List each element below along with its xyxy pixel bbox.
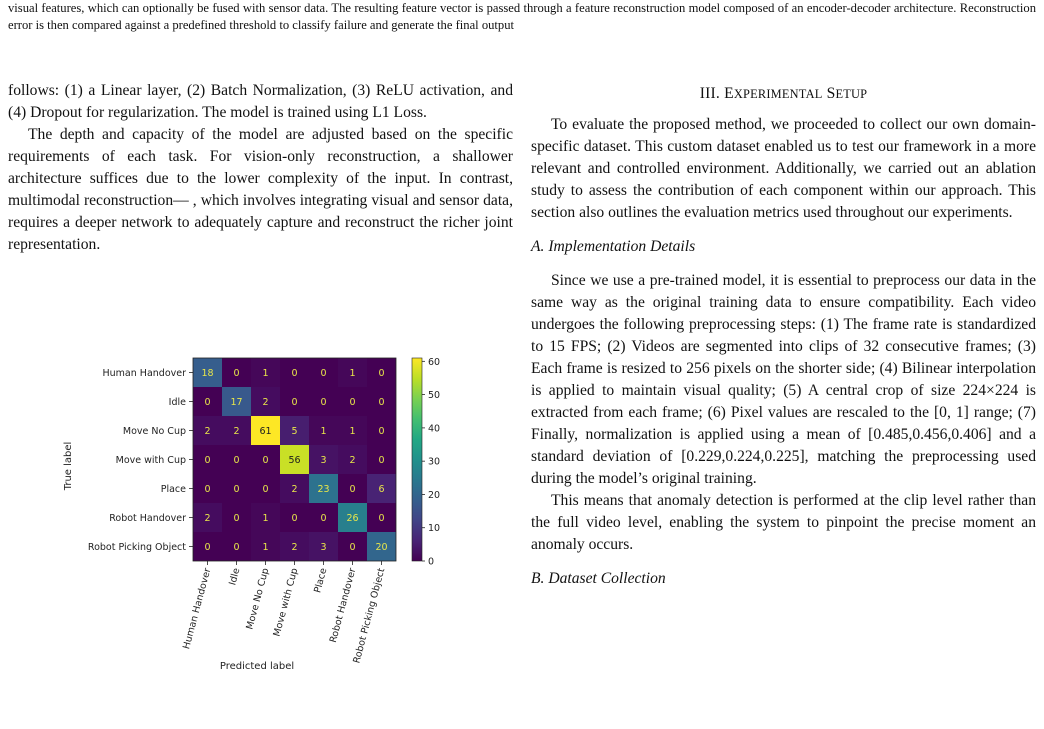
cell-value: 0 — [233, 513, 240, 524]
cell-value: 0 — [291, 368, 298, 379]
cell-value: 6 — [378, 484, 385, 495]
row-tick-labels — [88, 368, 193, 553]
cell-value: 17 — [230, 397, 243, 408]
cell-value: 2 — [291, 484, 298, 495]
column-tick-label: Robot Handover — [327, 566, 359, 644]
cell-value: 0 — [233, 368, 240, 379]
section-title-rest-1: XPERIMENTAL — [733, 87, 823, 101]
colorbar-gradient — [412, 358, 422, 561]
cell-value: 0 — [233, 455, 240, 466]
right-paragraph-2: Since we use a pre-trained model, it is essential to preprocess our data in the same way as the original training data to ensure compatibility. Each video undergoes the following preprocessing steps: (1) The frame rate is standardized to 15 FPS; (2) Videos are segmented into clips of 32 consecutive frames; (3) Each frame is resized to 256 pixels on the shorter side; (4) Bilinear interpolation is applied to maintain visual quality; (5) A central crop of size 224×224 is extracted from each frame; (6) Pixel values are rescaled to the [0, 1] range; (7) Finally, normalization is applied using a mean of [0.485,0.456,0.406] and a standard deviation of [0.229,0.224,0.225], matching the preprocessing used during the model’s original training. — [531, 272, 1036, 487]
cell-value: 0 — [204, 397, 211, 408]
cell-value: 2 — [204, 513, 211, 524]
cell-value: 1 — [349, 426, 356, 437]
section-title-rest-2: ETUP — [835, 87, 868, 101]
cell-value: 1 — [320, 426, 327, 437]
cell-value: 2 — [204, 426, 211, 437]
y-axis-label: True label — [63, 441, 74, 491]
cell-value: 0 — [378, 513, 385, 524]
cell-value: 0 — [378, 397, 385, 408]
right-paragraph-1: To evaluate the proposed method, we proceeded to collect our own domain-specific dataset. This custom dataset enabled us to test our framework in a more relevant and controlled environment. Additionally, we carried out an ablation study to assess the contribution of each component within our approach. This section also outlines the evaluation metrics used throughout our experiments. — [531, 116, 1036, 221]
row-tick-label: Robot Handover — [109, 513, 186, 524]
row-tick-label: Human Handover — [102, 368, 186, 379]
cell-value: 1 — [349, 368, 356, 379]
confusion-matrix-figure — [55, 336, 475, 672]
cell-value: 1 — [262, 368, 269, 379]
column-tick-label: Place — [312, 566, 330, 595]
section-title-initial-1: E — [724, 85, 734, 102]
cell-value: 0 — [349, 484, 356, 495]
row-tick-label: Move No Cup — [122, 426, 186, 437]
section-title-initial-2: S — [826, 85, 836, 102]
section-number: III. — [699, 85, 721, 102]
cell-value: 0 — [320, 368, 327, 379]
left-paragraph-2: The depth and capacity of the model are adjusted based on the specific requirements of each task. For vision-only reconstruction, a shallower architecture suffices due to the lower complexity of the input. In contrast, multimodal reconstruction— , which involves integrating visual and sensor data, requires a deeper network to adequately capture and reconstruct the richer joint representation. — [8, 126, 513, 253]
cell-value: 2 — [233, 426, 240, 437]
column-tick-label: Idle — [227, 566, 243, 587]
cell-value: 61 — [259, 426, 272, 437]
figure-caption-tail: visual features, which can optionally be fused with sensor data. The resulting feature vector is passed through a feature reconstruction model composed of an encoder-decoder architecture. Reconstruction error is then compared against a predefined threshold to classify failure and generate the final output — [8, 1, 1036, 32]
cell-value: 0 — [204, 455, 211, 466]
column-tick-label: Human Handover — [181, 566, 214, 651]
row-tick-label: Idle — [168, 397, 186, 408]
cell-value: 18 — [201, 368, 214, 379]
cell-value: 0 — [378, 368, 385, 379]
cell-value: 0 — [262, 484, 269, 495]
row-tick-label: Place — [160, 484, 186, 495]
cell-value: 3 — [320, 542, 327, 553]
cell-value: 0 — [204, 484, 211, 495]
left-paragraph-1: follows: (1) a Linear layer, (2) Batch Normalization, (3) ReLU activation, and (4) Dropout for regularization. The model is trained using L1 Loss. — [8, 82, 513, 121]
colorbar-tick-label: 20 — [428, 489, 441, 501]
cell-value: 1 — [262, 542, 269, 553]
cell-value: 56 — [288, 455, 301, 466]
cell-value: 0 — [291, 397, 298, 408]
cell-value: 2 — [291, 542, 298, 553]
cell-value: 0 — [349, 397, 356, 408]
confusion-matrix-chart — [55, 336, 475, 672]
cell-value: 0 — [349, 542, 356, 553]
subsection-heading-b: B. Dataset Collection — [531, 570, 666, 587]
cell-value: 3 — [320, 455, 327, 466]
cell-value: 0 — [204, 542, 211, 553]
subsection-heading-a: A. Implementation Details — [531, 238, 696, 255]
colorbar-tick-label: 40 — [428, 423, 441, 435]
right-paragraph-3: This means that anomaly detection is performed at the clip level rather than the full video level, enabling the system to pinpoint the precise moment an anomaly occurs. — [531, 492, 1036, 553]
cell-value: 26 — [346, 513, 359, 524]
column-tick-label: Robot Picking Object — [351, 566, 388, 665]
cell-value: 2 — [349, 455, 356, 466]
x-axis-label: Predicted label — [219, 661, 295, 672]
cell-value: 0 — [378, 455, 385, 466]
colorbar-tick-label: 30 — [428, 456, 441, 468]
colorbar — [412, 357, 440, 568]
colorbar-tick-label: 10 — [428, 523, 441, 535]
cell-value: 0 — [262, 455, 269, 466]
colorbar-tick-label: 50 — [428, 390, 441, 402]
right-column — [531, 80, 1036, 602]
cell-value: 23 — [317, 484, 330, 495]
row-tick-label: Robot Picking Object — [87, 542, 186, 553]
cell-value: 2 — [262, 397, 269, 408]
cell-value: 0 — [320, 397, 327, 408]
column-tick-labels — [181, 561, 387, 665]
cell-value: 0 — [378, 426, 385, 437]
matrix-cells — [193, 358, 396, 561]
column-tick-label: Move with Cup — [271, 566, 301, 638]
cell-value: 0 — [233, 542, 240, 553]
column-tick-label: Move No Cup — [244, 566, 272, 631]
left-column — [8, 80, 513, 256]
cell-value: 20 — [375, 542, 388, 553]
cell-value: 5 — [291, 426, 298, 437]
cell-value: 0 — [291, 513, 298, 524]
section-title — [724, 85, 867, 102]
colorbar-tick-label: 60 — [428, 356, 441, 368]
cell-value: 0 — [320, 513, 327, 524]
row-tick-label: Move with Cup — [115, 455, 186, 466]
cell-value: 0 — [233, 484, 240, 495]
section-heading — [531, 83, 1036, 105]
cell-value: 1 — [262, 513, 269, 524]
colorbar-tick-label: 0 — [428, 556, 435, 568]
